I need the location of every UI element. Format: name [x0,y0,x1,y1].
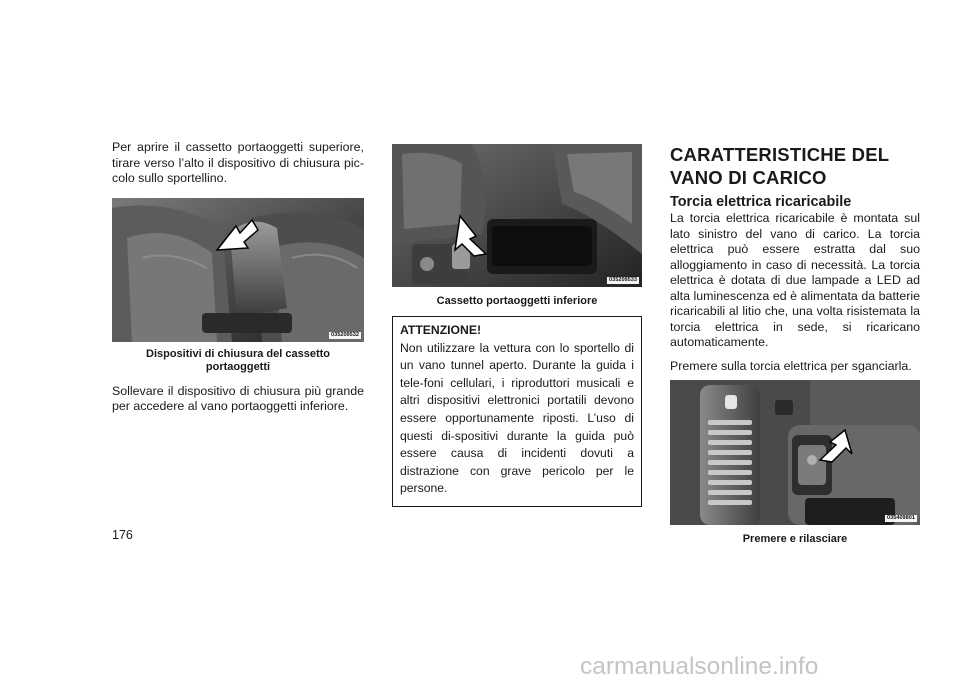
lower-storage-photo [392,144,642,287]
photo-reference-code: 035209533 [609,277,637,283]
photo-reference-code: 035409801 [887,515,915,521]
section-title: CARATTERISTICHE DEL VANO DI CARICO [670,144,889,188]
body-paragraph: La torcia elettrica ricaricabile è montata sul lato sinistro del vano di carico. La torcia elettrica può essere estratta dal suo alloggiamento in caso di necessità. La torcia elettrica è dotata di due lampade a LED ad alta luminescenza ed è alimentata da batterie ricaricabili al litio che, una volta risistemata la torcia elettrica in sede, si ricaricano automaticamente. [670,211,920,349]
flashlight-photo [670,380,920,525]
photo-caption: Cassetto portaoggetti inferiore [436,295,598,307]
photo-caption: Dispositivi di chiusura del cassetto portaoggetti [146,347,330,373]
instruction-paragraph: Premere sulla torcia elettrica per sganciarla. [670,358,912,373]
lower-storage-photo-art [392,144,642,287]
photo-caption: Premere e rilasciare [742,533,848,545]
left-column [112,140,364,415]
right-column [670,143,920,546]
page-number: 176 [112,528,133,542]
armrest-latches-photo [112,198,364,342]
armrest-photo-art [112,198,364,342]
vent-ribs [708,420,752,505]
warning-box [392,316,642,507]
watermark: carmanualsonline.info [580,653,819,680]
middle-column [392,144,642,507]
intro-paragraph: Per aprire il cassetto portaoggetti superiore, tirare verso l’alto il dispositivo di chiusura pic-colo sullo sportellino. [112,140,364,185]
flashlight-photo-art [670,380,920,525]
subsection-title: Torcia elettrica ricaricabile [670,194,852,210]
warning-title: ATTENZIONE! [400,323,482,337]
photo-reference-code: 035209532 [331,331,359,338]
body-paragraph: Sollevare il dispositivo di chiusura più grande per accedere al vano portaoggetti inferiore. [112,383,364,413]
warning-text: Non utilizzare la vettura con lo sportello di un vano tunnel aperto. Durante la guida i tele-foni cellulari, i riproduttori musicali e altri dispositivi elettronici portatili devono essere opportunamente riposti. L’uso di questi di-spositivi durante la guida può essere causa di incidenti dovuti a distrazione con grave pericolo per le persone. [400,340,634,496]
